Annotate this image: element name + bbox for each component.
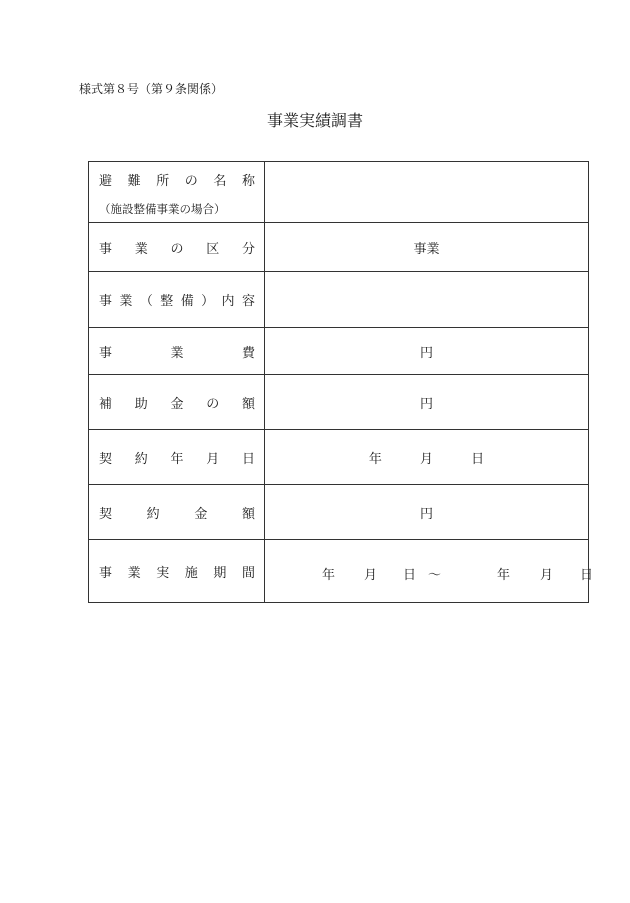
table-row (89, 375, 589, 430)
value-project-content[interactable] (265, 272, 589, 328)
value-project-category[interactable]: 事業 (265, 223, 589, 272)
value-contract-amount[interactable]: 円 (265, 485, 589, 540)
label-shelter-name-main: 避難所の名称 (99, 174, 255, 189)
period-end-year: 年 (497, 568, 511, 583)
period-end-day: 日 (580, 568, 594, 583)
contract-date-month: 月 (419, 451, 433, 467)
label-contract-date: 契約年月日 (89, 430, 265, 485)
value-shelter-name[interactable] (265, 162, 589, 223)
report-table (88, 161, 594, 603)
contract-date-day: 日 (471, 451, 485, 467)
value-project-cost[interactable]: 円 (265, 328, 589, 375)
value-project-period[interactable] (265, 540, 594, 603)
table-row (89, 272, 589, 328)
table-row (89, 223, 589, 272)
period-end-month: 月 (540, 568, 554, 583)
period-tilde: 〜 (428, 568, 442, 583)
document-title: 事業実績調書 (266, 111, 363, 130)
value-subsidy-amount[interactable]: 円 (265, 375, 589, 430)
period-start-month: 月 (364, 568, 378, 583)
label-shelter-name-sub: （施設整備事業の場合） (99, 202, 226, 216)
form-number: 様式第８号（第９条関係） (79, 82, 224, 96)
period-start-day: 日 (403, 568, 417, 583)
contract-date-year: 年 (368, 451, 382, 467)
table-row (89, 485, 589, 540)
label-project-content: 事業（整備）内容 (89, 272, 265, 328)
value-contract-date[interactable] (265, 430, 589, 485)
label-shelter-name (89, 162, 265, 223)
label-contract-amount: 契約金額 (89, 485, 265, 540)
table-row (89, 162, 589, 223)
period-start-year: 年 (322, 568, 336, 583)
table-row (89, 430, 589, 485)
label-project-category: 事業の区分 (89, 223, 265, 272)
table-row (89, 328, 589, 375)
table-row (89, 540, 589, 603)
label-project-period: 事業実施期間 (89, 540, 265, 603)
label-project-cost: 事業費 (89, 328, 265, 375)
label-subsidy-amount: 補助金の額 (89, 375, 265, 430)
